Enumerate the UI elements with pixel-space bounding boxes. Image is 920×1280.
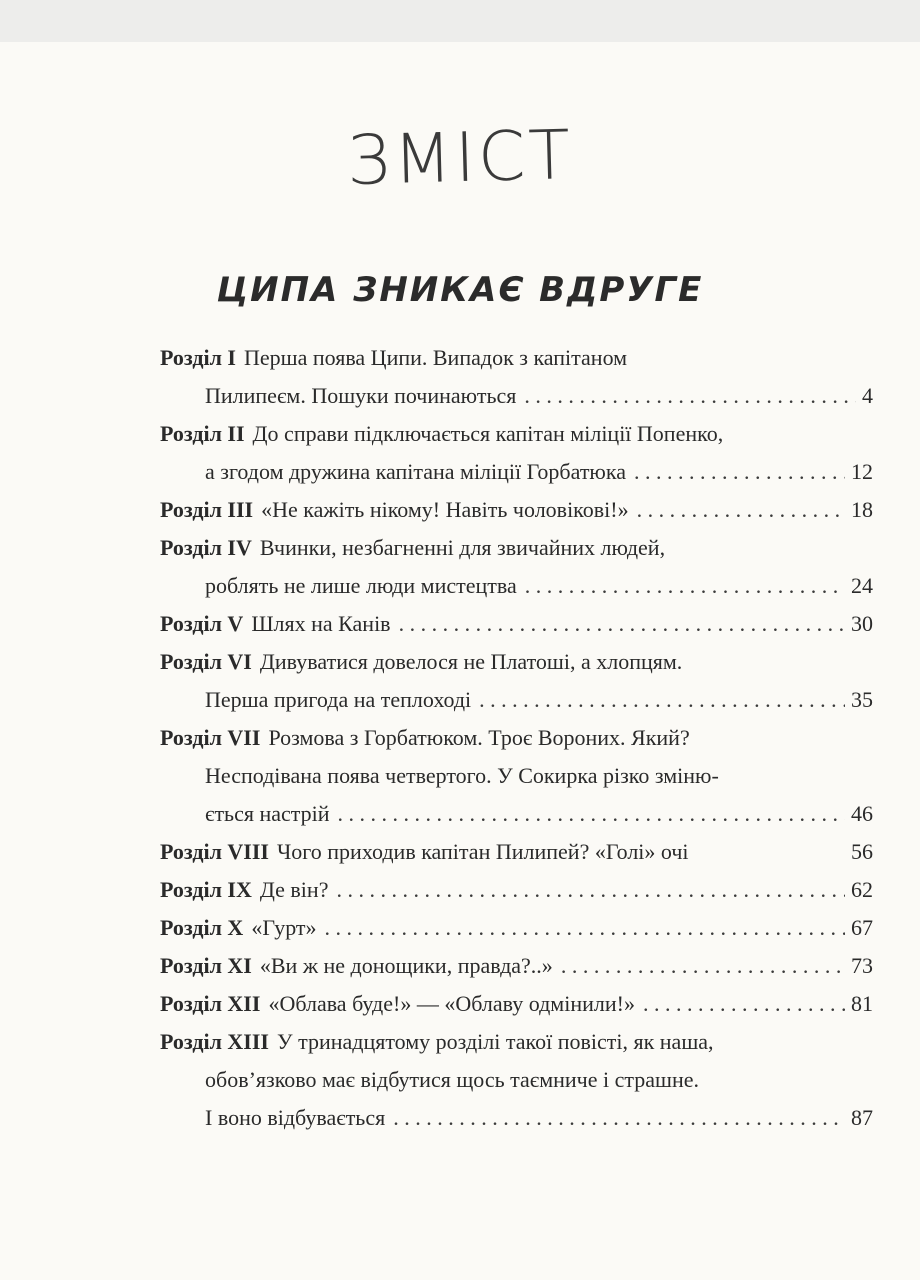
chapter-label: Розділ IX [160,877,252,902]
toc-entry-continuation [160,757,873,795]
table-of-contents [160,339,873,1137]
chapter-label: Розділ XI [160,953,252,978]
chapter-title-text: До справи підключається капітан міліції Попенко, [252,421,724,446]
page-number: 46 [851,801,873,826]
page-number: 12 [851,459,873,484]
toc-entry-continuation [160,795,873,833]
dot-leader [325,909,845,947]
chapter-title-text: «Не кажіть нікому! Навіть чоловікові!» [261,497,629,522]
chapter-title-text: Де він? [259,877,329,902]
page-number: 73 [851,953,873,978]
toc-entry-continuation [160,1099,873,1137]
toc-entry-continuation [160,453,873,491]
toc-entry [160,605,873,643]
page-top-margin [0,0,920,42]
chapter-title-text: Пилипеєм. Пошуки починаються [205,383,517,408]
chapter-title-text: ється настрій [205,801,330,826]
page-number: 81 [851,991,873,1016]
page-number: 4 [862,383,873,408]
toc-entry [160,529,873,567]
toc-entry [160,985,873,1023]
chapter-title-text: Несподівана поява четвертого. У Сокирка різко зміню- [205,763,719,788]
dot-leader [479,681,845,719]
toc-entry [160,491,873,529]
chapter-title-text: І воно відбувається [205,1105,386,1130]
chapter-title-text: обов’язково має відбутися щось таємниче і страшне. [205,1067,700,1092]
dot-leader [637,491,845,529]
chapter-title-text: а згодом дружина капітана міліції Горбатюка [205,459,626,484]
toc-entry [160,871,873,909]
toc-entry [160,909,873,947]
chapter-label: Розділ IV [160,535,252,560]
chapter-title-text: У тринадцятому розділі такої повісті, як наша, [277,1029,714,1054]
toc-entry-continuation [160,1061,873,1099]
chapter-label: Розділ X [160,915,244,940]
chapter-label: Розділ XIII [160,1029,269,1054]
chapter-title-text: Шлях на Канів [251,611,391,636]
chapter-label: Розділ II [160,421,245,446]
chapter-title-text: «Облава буде!» — «Облаву одмінили!» [268,991,635,1016]
chapter-title-text: Перша поява Ципи. Випадок з капітаном [243,345,628,370]
page-number: 35 [851,687,873,712]
page-number: 62 [851,877,873,902]
page-number: 56 [851,839,873,864]
chapter-label: Розділ V [160,611,244,636]
toc-entry-continuation [160,567,873,605]
chapter-title-text: Розмова з Горбатюком. Троє Вороних. Який? [268,725,690,750]
toc-entry [160,643,873,681]
dot-leader [643,985,845,1023]
chapter-title-text: Перша пригода на теплоході [205,687,472,712]
dot-leader [525,567,845,605]
chapter-title-text: Вчинки, незбагненні для звичайних людей, [259,535,666,560]
page-title: ЗМІСТ [345,116,574,201]
chapter-title-text: «Гурт» [251,915,317,940]
toc-entry-continuation [160,681,873,719]
chapter-title-text: роблять не лише люди мистецтва [205,573,517,598]
chapter-title-text: Дивуватися довелося не Платоші, а хлопцям. [259,649,683,674]
toc-entry [160,1023,873,1061]
toc-entry [160,947,873,985]
toc-entry [160,719,873,757]
chapter-title-text: Чого приходив капітан Пилипей? «Голі» очі [277,839,689,864]
dot-leader [336,871,845,909]
chapter-label: Розділ VI [160,649,252,674]
dot-leader [634,453,845,491]
dot-leader [561,947,845,985]
page-number: 67 [851,915,873,940]
chapter-label: Розділ I [160,345,236,370]
toc-entry [160,339,873,377]
page-number: 18 [851,497,873,522]
chapter-label: Розділ VIII [160,839,269,864]
dot-leader [524,377,856,415]
page-number: 24 [851,573,873,598]
page-number: 87 [851,1105,873,1130]
dot-leader [338,795,845,833]
chapter-title-text: «Ви ж не донощики, правда?..» [259,953,553,978]
dot-leader [399,605,845,643]
chapter-label: Розділ VII [160,725,261,750]
toc-entry [160,415,873,453]
chapter-label: Розділ III [160,497,254,522]
dot-leader [393,1099,845,1137]
chapter-label: Розділ XII [160,991,261,1016]
toc-entry [160,833,873,871]
book-subtitle: ЦИПА ЗНИКАЄ ВДРУГЕ [216,270,704,310]
page-number: 30 [851,611,873,636]
toc-entry-continuation [160,377,873,415]
